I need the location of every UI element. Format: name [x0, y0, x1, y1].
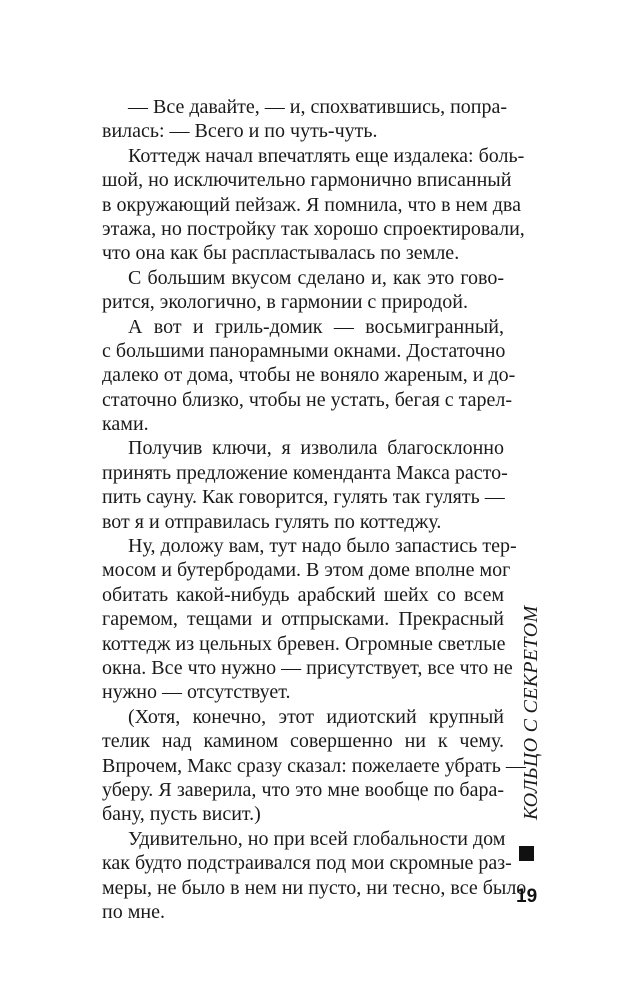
text-line: ками. [102, 413, 149, 436]
text-line: Коттедж начал впечатлять еще издалека: боль- [128, 144, 525, 167]
text-line: вот я и отправилась гулять по коттеджу. [102, 510, 442, 533]
text-line: С большим вкусом сделано и, как это гово- [128, 266, 504, 289]
text-line: Впрочем, Макс сразу сказал: пожелаете убрать — [102, 754, 526, 777]
square-marker-icon [519, 846, 534, 861]
text-line: нужно — отсутствует. [102, 681, 291, 704]
text-line: — Все давайте, — и, спохватившись, попра- [128, 96, 508, 118]
text-line: Ну, доложу вам, тут надо было запастись тер- [128, 535, 517, 558]
text-line: в окружающий пейзаж. Я помнила, что в нем два [102, 193, 521, 216]
text-line: как будто подстраивался под мои скромные раз- [102, 852, 512, 875]
text-line: шой, но исключительно гармонично вписанный [102, 169, 512, 192]
text-line: Получив ключи, я изволила благосклонно [128, 437, 504, 460]
page-number: 19 [516, 886, 538, 907]
text-line: бану, пусть висит.) [102, 803, 261, 826]
text-line: (Хотя, конечно, этот идиотский крупный [128, 705, 504, 728]
text-line: рится, экологично, в гармонии с природой. [102, 291, 469, 314]
text-line: с большими панорамными окнами. Достаточно [102, 339, 506, 362]
running-head-title: КОЛЬЦО С СЕКРЕТОМ [520, 605, 542, 820]
text-line: что она как бы распластывалась по земле. [102, 242, 460, 265]
text-line: пить сауну. Как говорится, гулять так гулять — [102, 486, 505, 509]
text-line: меры, не было в нем ни пусто, ни тесно, все было [102, 876, 527, 899]
text-line: вилась: — Всего и по чуть-чуть. [102, 120, 378, 143]
text-line: гаремом, тещами и отпрысками. Прекрасный [102, 608, 504, 631]
text-line: коттедж из цельных бревен. Огромные светлые [102, 632, 506, 655]
text-line: принять предложение коменданта Макса расто- [102, 461, 508, 484]
text-line: обитать какой-нибудь арабский шейх со всем [102, 583, 504, 606]
text-line: мосом и бутербродами. В этом доме вполне мог [102, 559, 511, 582]
text-line: по мне. [102, 900, 165, 923]
text-line: статочно близко, чтобы не устать, бегая с тарел- [102, 388, 513, 411]
text-line: этажа, но постройку так хорошо спроектировали, [102, 217, 525, 240]
running-head [519, 605, 641, 820]
text-line: телик над камином совершенно ни к чему. [102, 730, 504, 753]
text-line: Удивительно, но при всей глобальности дом [128, 827, 506, 850]
text-line: окна. Все что нужно — присутствует, все что не [102, 656, 513, 679]
text-line: уберу. Я заверила, что это мне вообще по бара- [102, 778, 504, 801]
text-line: А вот и гриль-домик — восьмигранный, [128, 315, 504, 338]
text-line: далеко от дома, чтобы не воняло жареным, и до- [102, 364, 516, 387]
